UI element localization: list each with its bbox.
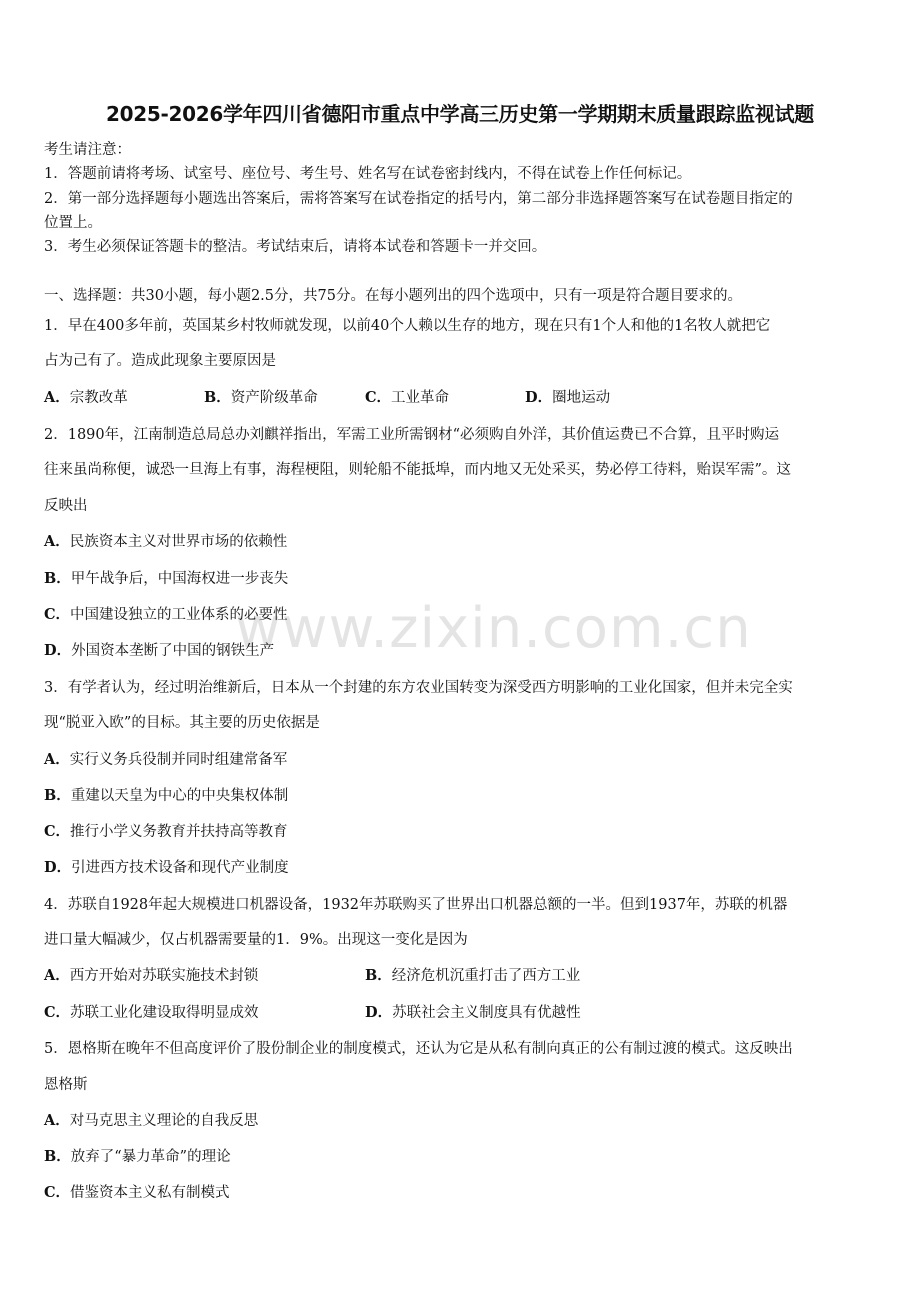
q1-option-a: A．宗教改革: [44, 389, 128, 406]
q4-option-b: B．经济危机沉重打击了西方工业: [365, 967, 581, 984]
page-title: 2025-2026学年四川省德阳市重点中学高三历史第一学期期末质量跟踪监视试题: [106, 102, 814, 126]
watermark: www.zixin.com.cn: [235, 596, 752, 661]
question-5-line-2: 恩格斯: [44, 1077, 88, 1093]
notice-heading: 考生请注意：: [44, 142, 131, 158]
question-3-line-1: 3．有学者认为，经过明治维新后，日本从一个封建的东方农业国转变为深受西方明影响的工业化国家，但并未完全实: [44, 680, 793, 696]
q2-option-a: A．民族资本主义对世界市场的依赖性: [44, 533, 288, 550]
q1-option-b: B．资产阶级革命: [204, 389, 318, 406]
section-heading: 一、选择题：共30小题，每小题2.5分，共75分。在每小题列出的四个选项中，只有一项是符合题目要求的。: [44, 288, 742, 304]
q5-option-c: C．借鉴资本主义私有制模式: [44, 1184, 230, 1201]
question-1-line-2: 占为己有了。造成此现象主要原因是: [44, 353, 276, 369]
question-2-line-3: 反映出: [44, 498, 88, 514]
q1-option-c: C．工业革命: [365, 389, 450, 406]
notice-item-2: 2．第一部分选择题每小题选出答案后，需将答案写在试卷指定的括号内，第二部分非选择题答案写在试卷题目指定的: [44, 191, 793, 207]
question-4-line-1: 4．苏联自1928年起大规模进口机器设备，1932年苏联购买了世界出口机器总额的一半。但到1937年，苏联的机器: [44, 897, 788, 913]
question-5-line-1: 5．恩格斯在晚年不但高度评价了股份制企业的制度模式，还认为它是从私有制向真正的公有制过渡的模式。这反映出: [44, 1041, 793, 1057]
question-1-line-1: 1．早在400多年前，英国某乡村牧师就发现，以前40个人赖以生存的地方，现在只有1个人和他的1名牧人就把它: [44, 318, 771, 334]
q5-option-b: B．放弃了“暴力革命”的理论: [44, 1148, 231, 1165]
q2-option-d: D．外国资本垄断了中国的钢铁生产: [44, 642, 275, 659]
q5-option-a: A．对马克思主义理论的自我反思: [44, 1112, 259, 1129]
q2-option-c: C．中国建设独立的工业体系的必要性: [44, 606, 288, 623]
q4-option-d: D．苏联社会主义制度具有优越性: [365, 1004, 581, 1021]
q4-option-c: C．苏联工业化建设取得明显成效: [44, 1004, 259, 1021]
question-4-line-2: 进口量大幅减少，仅占机器需要量的1．9%。出现这一变化是因为: [44, 932, 468, 948]
notice-item-3: 3．考生必须保证答题卡的整洁。考试结束后，请将本试卷和答题卡一并交回。: [44, 239, 547, 255]
q2-option-b: B．甲午战争后，中国海权进一步丧失: [44, 570, 289, 587]
q3-option-d: D．引进西方技术设备和现代产业制度: [44, 859, 289, 876]
notice-item-2-cont: 位置上。: [44, 215, 102, 231]
q1-option-d: D．圈地运动: [525, 389, 611, 406]
q3-option-a: A．实行义务兵役制并同时组建常备军: [44, 751, 288, 768]
notice-item-1: 1．答题前请将考场、试室号、座位号、考生号、姓名写在试卷密封线内，不得在试卷上作任何标记。: [44, 166, 692, 182]
q3-option-c: C．推行小学义务教育并扶持高等教育: [44, 823, 288, 840]
q3-option-b: B．重建以天皇为中心的中央集权体制: [44, 787, 289, 804]
question-3-line-2: 现“脱亚入欧”的目标。其主要的历史依据是: [44, 715, 320, 731]
question-2-line-2: 往来虽尚称便，诚恐一旦海上有事，海程梗阻，则轮船不能抵埠，而内地又无处采买，势必停工待料，贻误军需”。这: [44, 462, 791, 478]
q4-option-a: A．西方开始对苏联实施技术封锁: [44, 967, 259, 984]
question-2-line-1: 2．1890年，江南制造总局总办刘麒祥指出，军需工业所需钢材“必须购自外洋，其价值运费已不合算，且平时购运: [44, 427, 780, 443]
